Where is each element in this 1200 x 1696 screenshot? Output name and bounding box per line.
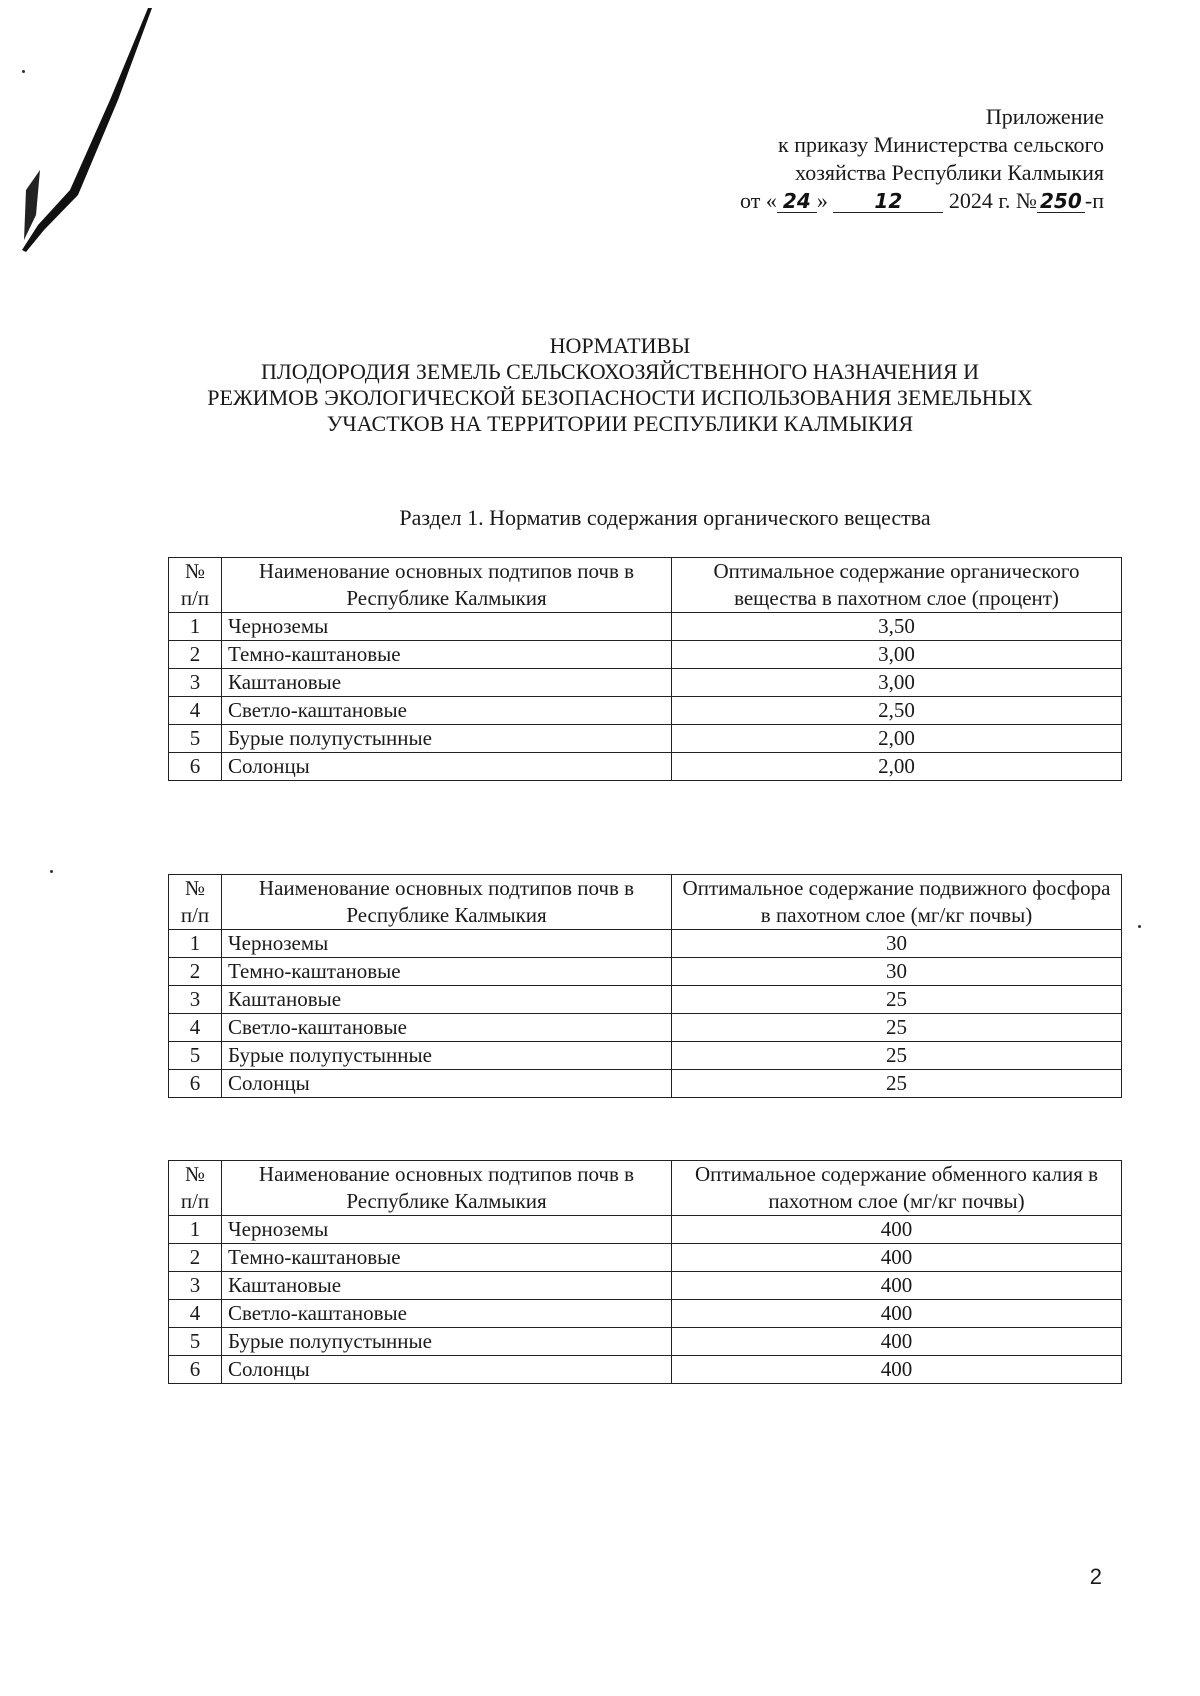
- row-soil-name: Темно-каштановые: [222, 1244, 672, 1272]
- header-value: Оптимальное содержание органического вещества в пахотном слое (процент): [672, 558, 1122, 613]
- title-line-1: НОРМАТИВЫ: [549, 333, 691, 358]
- section-title: Раздел 1. Норматив содержания органического вещества: [399, 505, 931, 530]
- row-soil-name: Бурые полупустынные: [222, 725, 672, 753]
- appendix-header: [740, 103, 1104, 215]
- table-row: [169, 930, 1122, 958]
- row-soil-name: Солонцы: [222, 1070, 672, 1098]
- row-num: 6: [169, 1356, 222, 1384]
- row-value: 25: [672, 1070, 1122, 1098]
- handwritten-number: 250: [1037, 190, 1085, 213]
- table-row: [169, 613, 1122, 641]
- row-num: 6: [169, 1070, 222, 1098]
- table-row: [169, 1300, 1122, 1328]
- row-num: 4: [169, 1300, 222, 1328]
- table-row: [169, 1014, 1122, 1042]
- row-value: 400: [672, 1328, 1122, 1356]
- row-value: 3,00: [672, 669, 1122, 697]
- header-value: Оптимальное содержание подвижного фосфора в пахотном слое (мг/кг почвы): [672, 875, 1122, 930]
- title-line-3: РЕЖИМОВ ЭКОЛОГИЧЕСКОЙ БЕЗОПАСНОСТИ ИСПОЛЬЗОВАНИЯ ЗЕМЕЛЬНЫХ: [207, 385, 1033, 410]
- row-value: 25: [672, 1042, 1122, 1070]
- table-row: [169, 1244, 1122, 1272]
- document-title: [150, 333, 1090, 437]
- row-num: 4: [169, 1014, 222, 1042]
- appendix-line-2: к приказу Министерства сельского: [778, 132, 1104, 157]
- row-num: 3: [169, 986, 222, 1014]
- potassium-table: [168, 1160, 1122, 1384]
- table-row: [169, 669, 1122, 697]
- table-row: [169, 753, 1122, 781]
- table-row: [169, 1042, 1122, 1070]
- row-soil-name: Бурые полупустынные: [222, 1042, 672, 1070]
- row-value: 25: [672, 986, 1122, 1014]
- table-row: [169, 641, 1122, 669]
- row-soil-name: Светло-каштановые: [222, 1014, 672, 1042]
- row-num: 1: [169, 930, 222, 958]
- row-num: 6: [169, 753, 222, 781]
- row-soil-name: Бурые полупустынные: [222, 1328, 672, 1356]
- row-num: 5: [169, 725, 222, 753]
- row-num: 5: [169, 1042, 222, 1070]
- appendix-line-3: хозяйства Республики Калмыкия: [795, 160, 1104, 185]
- row-num: 3: [169, 1272, 222, 1300]
- table-row: [169, 1272, 1122, 1300]
- row-soil-name: Черноземы: [222, 613, 672, 641]
- year-text: 2024 г. №: [948, 188, 1037, 213]
- row-soil-name: Каштановые: [222, 1272, 672, 1300]
- row-soil-name: Темно-каштановые: [222, 641, 672, 669]
- row-value: 2,50: [672, 697, 1122, 725]
- row-value: 30: [672, 930, 1122, 958]
- row-value: 400: [672, 1356, 1122, 1384]
- table-row: [169, 986, 1122, 1014]
- row-num: 1: [169, 1216, 222, 1244]
- row-value: 400: [672, 1272, 1122, 1300]
- row-num: 3: [169, 669, 222, 697]
- date-prefix: от «: [740, 188, 777, 213]
- row-value: 25: [672, 1014, 1122, 1042]
- row-value: 30: [672, 958, 1122, 986]
- header-soil-name: Наименование основных подтипов почв в Республике Калмыкия: [222, 558, 672, 613]
- header-soil-name: Наименование основных подтипов почв в Республике Калмыкия: [222, 875, 672, 930]
- table-row: [169, 725, 1122, 753]
- scan-speck: [22, 70, 25, 73]
- row-value: 400: [672, 1216, 1122, 1244]
- table-row: [169, 958, 1122, 986]
- appendix-line-1: Приложение: [985, 104, 1104, 129]
- pen-stroke-mark: [0, 0, 170, 270]
- row-num: 4: [169, 697, 222, 725]
- row-num: 2: [169, 641, 222, 669]
- row-num: 2: [169, 958, 222, 986]
- row-soil-name: Черноземы: [222, 1216, 672, 1244]
- row-value: 3,00: [672, 641, 1122, 669]
- title-line-2: ПЛОДОРОДИЯ ЗЕМЕЛЬ СЕЛЬСКОХОЗЯЙСТВЕННОГО НАЗНАЧЕНИЯ И: [261, 359, 979, 384]
- row-value: 2,00: [672, 753, 1122, 781]
- row-soil-name: Солонцы: [222, 1356, 672, 1384]
- header-num: № п/п: [169, 558, 222, 613]
- table-row: [169, 1328, 1122, 1356]
- header-value: Оптимальное содержание обменного калия в пахотном слое (мг/кг почвы): [672, 1161, 1122, 1216]
- row-value: 2,00: [672, 725, 1122, 753]
- phosphorus-table: [168, 874, 1122, 1098]
- handwritten-month: 12: [833, 190, 943, 213]
- row-soil-name: Светло-каштановые: [222, 1300, 672, 1328]
- row-soil-name: Темно-каштановые: [222, 958, 672, 986]
- title-line-4: УЧАСТКОВ НА ТЕРРИТОРИИ РЕСПУБЛИКИ КАЛМЫКИЯ: [326, 411, 914, 436]
- header-soil-name: Наименование основных подтипов почв в Республике Калмыкия: [222, 1161, 672, 1216]
- table-row: [169, 697, 1122, 725]
- scan-speck: [1138, 925, 1141, 928]
- handwritten-day: 24: [777, 190, 817, 213]
- table-row: [169, 1216, 1122, 1244]
- row-soil-name: Солонцы: [222, 753, 672, 781]
- row-soil-name: Каштановые: [222, 986, 672, 1014]
- header-num: № п/п: [169, 1161, 222, 1216]
- row-value: 400: [672, 1244, 1122, 1272]
- appendix-date-line: [740, 187, 1104, 215]
- table-row: [169, 1070, 1122, 1098]
- row-soil-name: Светло-каштановые: [222, 697, 672, 725]
- page-number: 2: [1089, 1564, 1102, 1589]
- date-mid: »: [816, 188, 828, 213]
- scan-speck: [50, 870, 53, 873]
- row-value: 3,50: [672, 613, 1122, 641]
- table-header-row: [169, 1161, 1122, 1216]
- table-row: [169, 1356, 1122, 1384]
- table-header-row: [169, 875, 1122, 930]
- number-suffix: -п: [1084, 188, 1104, 213]
- header-num: № п/п: [169, 875, 222, 930]
- organic-matter-table: [168, 557, 1122, 781]
- table-header-row: [169, 558, 1122, 613]
- row-num: 5: [169, 1328, 222, 1356]
- row-value: 400: [672, 1300, 1122, 1328]
- row-soil-name: Черноземы: [222, 930, 672, 958]
- row-num: 1: [169, 613, 222, 641]
- row-soil-name: Каштановые: [222, 669, 672, 697]
- row-num: 2: [169, 1244, 222, 1272]
